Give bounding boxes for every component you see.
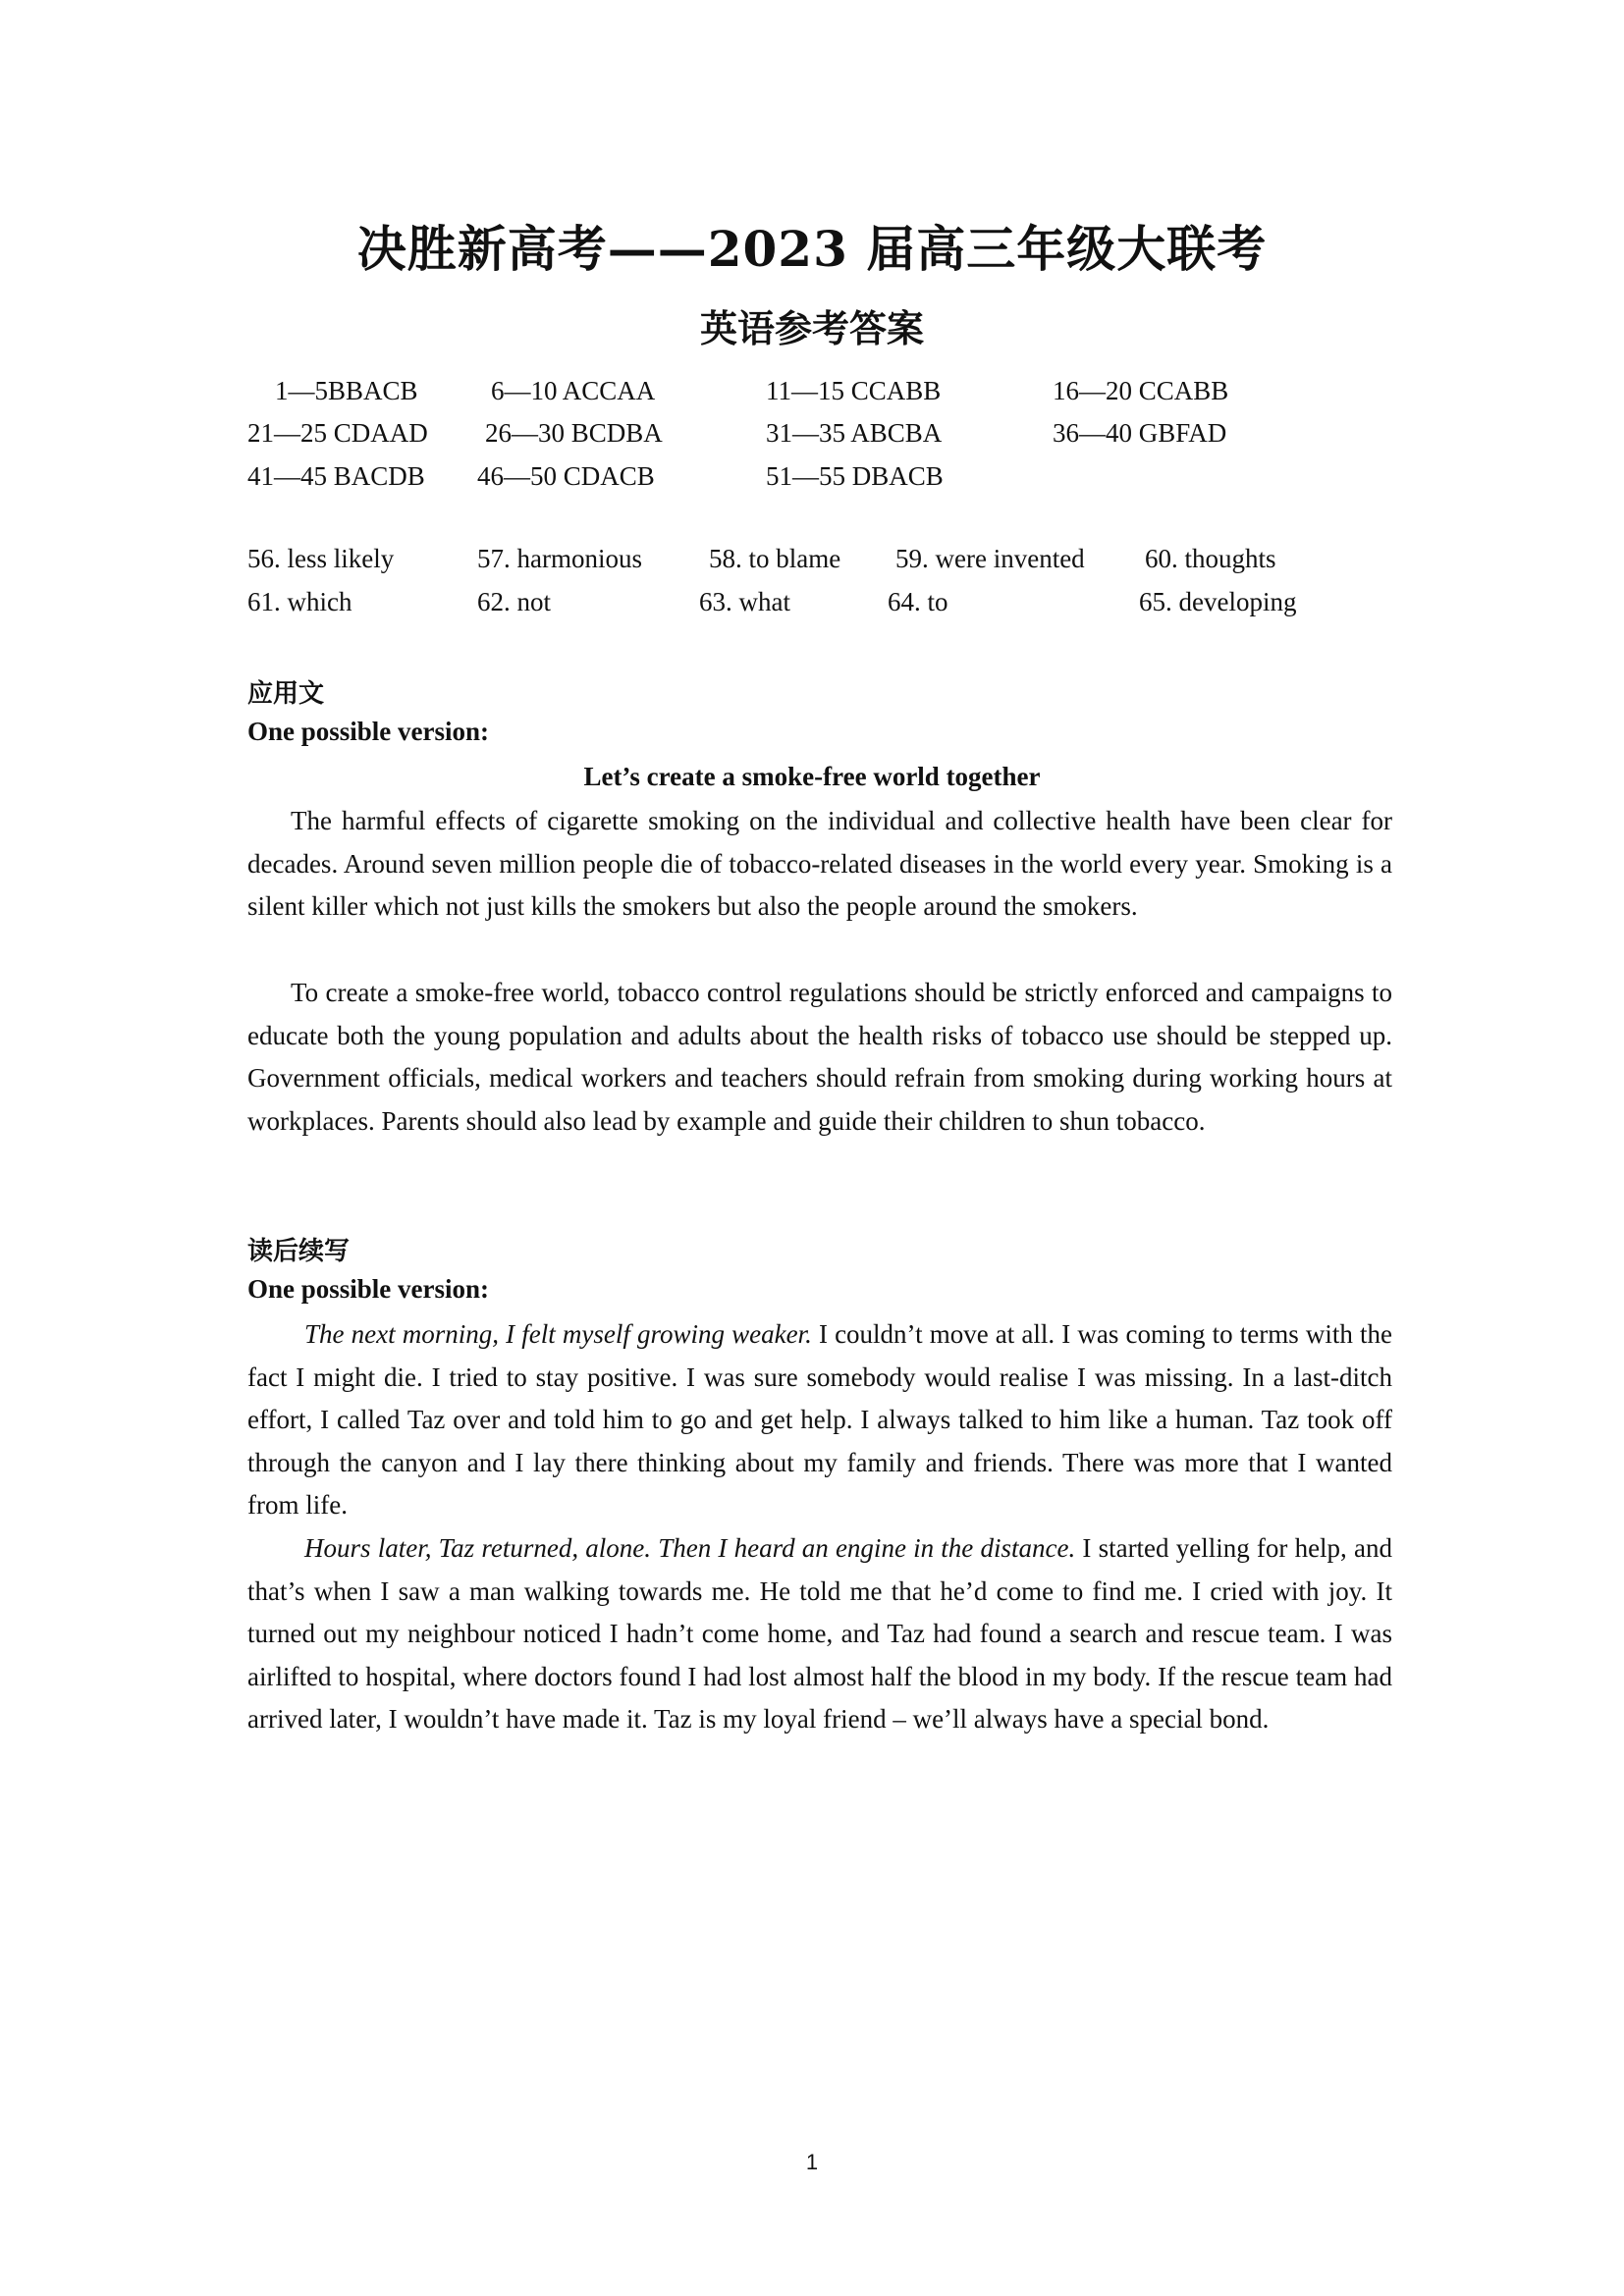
essay-title: Let’s create a smoke-free world together	[583, 762, 1041, 791]
story-paragraph	[247, 1313, 1392, 1527]
answer-range: 21—25 CDAAD	[247, 418, 428, 448]
answer-item: 65. developing	[1139, 587, 1297, 616]
answer-range: 51—55 DBACB	[766, 461, 944, 491]
essay-paragraph: To create a smoke-free world, tobacco control regulations should be strictly enforced and campaigns to educate both the young population and adults about the health risks of tobacco use should be stepped up. Government officials, medical workers and teachers should refrain from smoking during working hours at workplaces. Parents should also lead by example and guide their children to shun tobacco.	[247, 978, 1392, 1136]
answer-item: 61. which	[247, 587, 352, 616]
answer-range: 11—15 CCABB	[766, 376, 942, 405]
section-heading-continuation-writing: 读后续写	[247, 1237, 351, 1266]
answer-range: 6—10 ACCAA	[491, 376, 656, 405]
answer-item: 60. thoughts	[1145, 544, 1276, 573]
answer-item: 62. not	[477, 587, 552, 616]
answer-range: 16—20 CCABB	[1053, 376, 1229, 405]
page-title: 决胜新高考——2023 届高三年级大联考	[356, 220, 1268, 278]
answer-range: 1—5BBACB	[275, 376, 418, 405]
section-heading-practical-writing: 应用文	[247, 679, 325, 709]
paragraph-lead-sentence: The next morning, I felt myself growing weaker.	[304, 1319, 812, 1349]
version-label: One possible version:	[247, 1274, 490, 1304]
version-label: One possible version:	[247, 717, 490, 746]
story-paragraph	[247, 1527, 1392, 1741]
answer-range: 46—50 CDACB	[477, 461, 655, 491]
paragraph-lead-sentence: Hours later, Taz returned, alone. Then I heard an engine in the distance.	[304, 1533, 1076, 1563]
answer-item: 64. to	[888, 587, 948, 616]
answer-item: 56. less likely	[247, 544, 395, 573]
answer-range: 26—30 BCDBA	[485, 418, 663, 448]
page-number: 1	[805, 2150, 819, 2174]
answer-item: 58. to blame	[709, 544, 841, 573]
paragraph-body: I started yelling for help, and that’s when I saw a man walking towards me. He told me that he’d come to find me. I cried with joy. It turned out my neighbour noticed I hadn’t come home, and Taz had found a search and rescue team. I was airlifted to hospital, where doctors found I had lost almost half the blood in my body. If the rescue team had arrived later, I wouldn’t have made it. Taz is my loyal friend – we’ll always have a special bond.	[247, 1533, 1392, 1735]
answer-item: 59. were invented	[895, 544, 1085, 573]
answer-range: 41—45 BACDB	[247, 461, 425, 491]
answer-item: 57. harmonious	[477, 544, 642, 573]
essay-paragraph: The harmful effects of cigarette smoking on the individual and collective health have been clear for decades. Around seven million people die of tobacco-related diseases in the world every year. Smoking is a silent killer which not just kills the smokers but also the people around the smokers.	[247, 806, 1392, 922]
answer-range: 31—35 ABCBA	[766, 418, 943, 448]
answer-item: 63. what	[699, 587, 790, 616]
page-subtitle: 英语参考答案	[699, 306, 924, 350]
paragraph-body: I couldn’t move at all. I was coming to terms with the fact I might die. I tried to stay positive. I was sure somebody would realise I was missing. In a last-ditch effort, I called Taz over and told him to go and get help. I always talked to him like a human. Taz took off through the canyon and I lay there thinking about my family and friends. There was more that I wanted from life.	[247, 1319, 1392, 1521]
answer-range: 36—40 GBFAD	[1053, 418, 1227, 448]
